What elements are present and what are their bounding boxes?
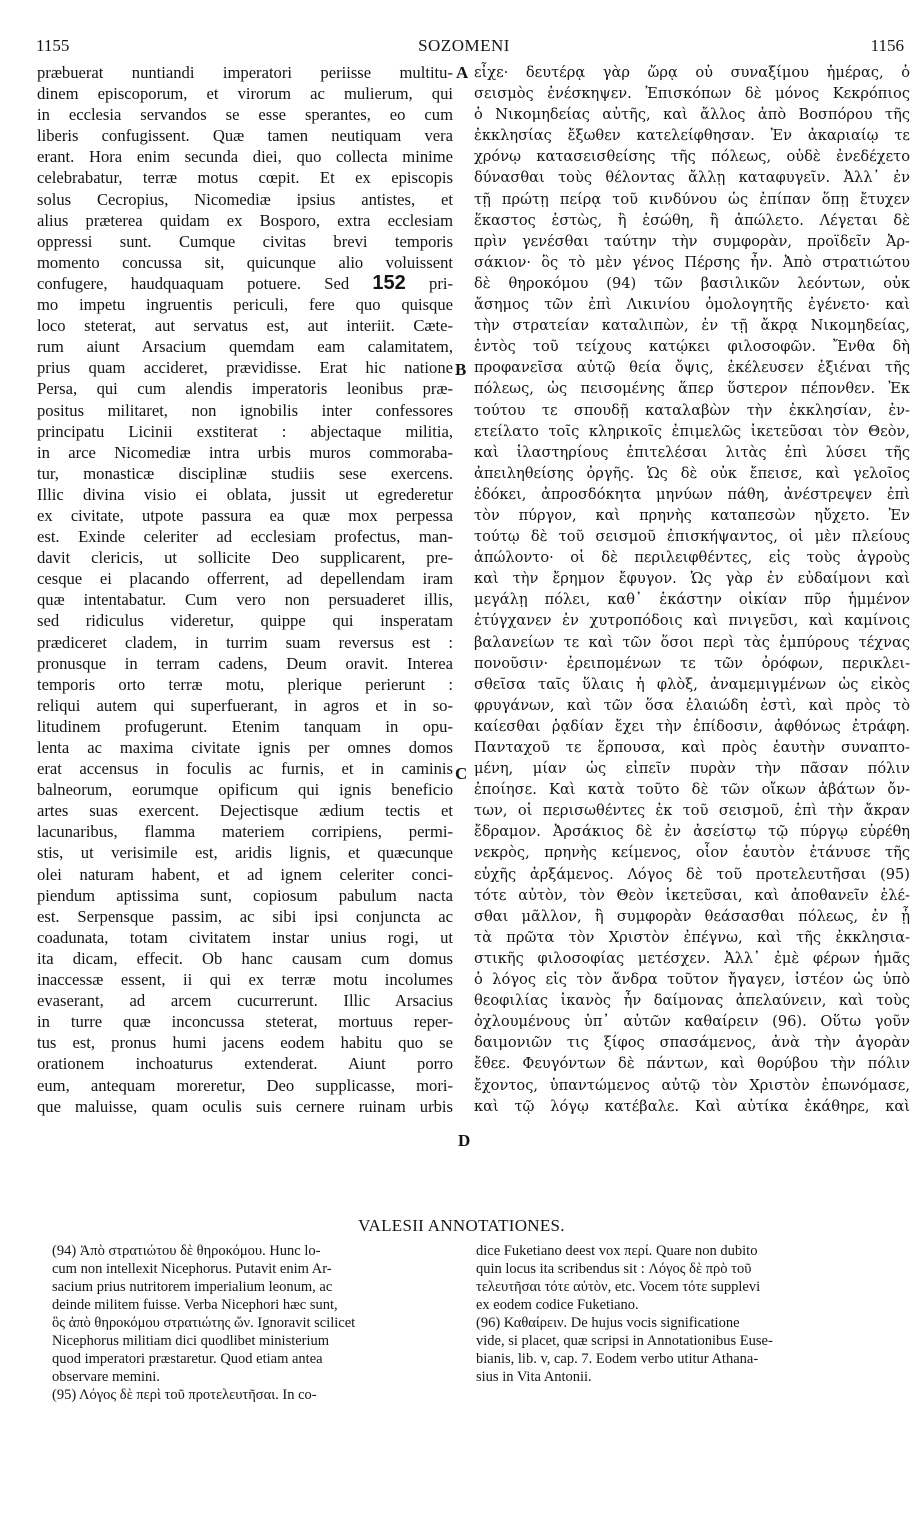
annotation-line: quod imperatori præstaretur. Quod etiam antea [52, 1351, 323, 1367]
greek-text-line: σθαι μᾶλλον, ἢ συμφορὰν θεάσασθαι πόλεως, ἐν ᾗ [474, 907, 910, 925]
annotation-line: quin locus ita scribendus sit : Λόγος δὲ πρὸ τοῦ [476, 1261, 752, 1277]
greek-text-line: τῇ πρώτῃ πείρᾳ τοῦ κινδύνου ὡς ἐπίπαν ὅπῃ ἔτυχεν [474, 190, 910, 208]
latin-text-line: quæ intentabatur. Cum vero non persuaderet illis, [37, 590, 453, 610]
greek-text-line: τὰ πρῶτα τὸν Χριστὸν ἐπέγνω, καὶ τῆς ἐκκλησια- [474, 928, 910, 946]
annotations-left-column [52, 1242, 446, 1404]
latin-text-line: tus est, pronus humi jacens eodem habitu quo se [37, 1033, 453, 1053]
annotation-line: cum non intellexit Nicephorus. Putavit enim Ar- [52, 1261, 332, 1277]
annotation-line: (94) Ἀπὸ στρατιώτου δὲ θηροκόμου. Hunc lo- [52, 1243, 321, 1259]
latin-text-line: liberis confugissent. Quæ tamen neutiquam vera [37, 126, 453, 146]
latin-text-line: momento concussa sit, quicunque alio voluissent [37, 252, 453, 272]
greek-text-line: φρυγάνων, καὶ τῶν ὅσα ἐλαιώδη ἐστὶ, καὶ πρὸς τὸ [474, 696, 910, 714]
latin-text-line: pronusque in terram cadens, Deum oravit. Interea [37, 653, 453, 673]
greek-text-line: πόλεως, ὡς πεισομένης ἅπερ ὕστερον πέπονθεν. Ἐκ [474, 380, 910, 398]
annotation-line: ὃς ἀπὸ θηροκόμου στρατιώτης ὤν. Ignoravit scilicet [52, 1315, 356, 1331]
section-marker-c: C [455, 764, 468, 783]
annotation-line: τελευτῆσαι τότε αὐτὸν, etc. Vocem τότε supplevi [476, 1279, 761, 1295]
greek-text-line: καὶ τῷ λόγῳ κατέβαλε. Καὶ αὐτίκα ἐκάθηρε, καὶ [474, 1097, 910, 1115]
latin-text-line: Illic divina visio ei oblata, jussit ut egrederetur [37, 484, 453, 504]
latin-text-line: davit clericis, ut sollicite Deo supplicarent, pre- [37, 548, 453, 568]
greek-text-line: καὶ ἱλαστηρίους ἐπιτελέσαι λιτὰς ἐπὶ λύσει τῆς [474, 443, 910, 461]
latin-text-line: ex civitate, utpote passura ea quæ mox perpessa [37, 505, 453, 525]
latin-text-line: inaccessæ essent, ii qui ex terræ motu incolumes [37, 970, 453, 990]
latin-text-line: erant. Hora enim secunda diei, quo collecta minime [37, 147, 453, 167]
greek-text-line: στικῆς φιλοσοφίας μετέσχεν. Ἀλλ᾽ ἐμὲ φέρων ἡμᾶς [474, 949, 910, 967]
latin-text-line: positus militaret, non ignobilis inter confessores [37, 400, 453, 420]
annotation-line: observare memini. [52, 1369, 160, 1385]
greek-text-line: ἄσημος τῶν ἐπὶ Λικινίου ὁμολογητῆς ἐγένετο· καὶ [474, 296, 910, 314]
greek-text-line: ὀχλουμένους ὑπ᾽ αὐτῶν καθαίρειν (96). Οὕτω γοῦν [474, 1013, 910, 1031]
latin-text-line: oppressi sunt. Cumque civitas brevi temporis [37, 231, 453, 251]
right-page-number: 1156 [870, 36, 904, 55]
latin-text-line: coadunata, totam civitatem instar unius rogi, ut [37, 927, 453, 947]
greek-text-line: νεκρὸς, πρηνὴς κείμενος, οἷον ἑαυτὸν ἐτάνυσε τῆς [474, 844, 910, 862]
annotation-line: Nicephorus militiam dici quodlibet ministerium [52, 1333, 330, 1349]
greek-text-line: ἐκκλησίας ἔξωθεν κατελείφθησαν. Ἐν ἀκαριαίῳ τε [474, 127, 910, 145]
latin-text-line: celebrabatur, terræ motus cœpit. Et ex episcopis [37, 168, 453, 188]
greek-text-line: ὁ λόγος εἰς τὸν ἄνδρα τοῦτον ἤγαγεν, ἰστέον ὡς ὑπὸ [474, 971, 910, 989]
latin-text-line: est. Exinde celeriter ad ecclesiam profectus, man- [37, 527, 453, 547]
greek-text-line: μένη, μίαν ὡς εἰπεῖν πυρὰν τὴν πᾶσαν πόλιν [474, 760, 910, 778]
greek-text-line: μεγάλῃ πόλει, καθ᾽ ἑκάστην οἰκίαν πῦρ ἡμμένον [474, 591, 910, 609]
latin-text-line: sed ridiculus videretur, quippe qui insperatam [37, 611, 453, 631]
greek-text-line: καίεσθαι ῥᾳδίαν ἔχει τὴν ἐπίδοσιν, ἀφθόνως ἐτράφη. [474, 717, 910, 735]
latin-text-line: in turre quæ inconcussa steterat, mortuus reper- [37, 1012, 453, 1032]
annotation-line: sacium prius nutritorem imperialium leonum, ac [52, 1279, 333, 1295]
annotation-line: sius in Vita Antonii. [476, 1369, 592, 1385]
annotation-line: bianis, lib. v, cap. 7. Eodem verbo utitur Athana- [476, 1351, 759, 1367]
latin-text-line: solus Cecropius, Nicomediæ ipsius antistes, et [37, 189, 453, 209]
annotation-line: vide, si placet, quæ scripsi in Annotationibus Euse- [476, 1333, 773, 1349]
greek-text-line: σθεῖσα ταῖς ὕλαις ἡ φλὸξ, ἀναμεμιγμένων ὡς εἰκὸς [474, 675, 910, 693]
greek-text-line: δύνασθαι τοὺς θέλοντας ἄλλῃ καταφυγεῖν. Ἀλλ᾽ ἐν [474, 169, 910, 187]
latin-text-line: artes suas exercent. Dejectisque ædium tectis et [37, 801, 453, 821]
annotation-line: (95) Λόγος δὲ περὶ τοῦ προτελευτῆσαι. In co- [52, 1387, 317, 1403]
greek-column [474, 62, 910, 1117]
section-marker-b: B [455, 360, 467, 379]
greek-text-line: τὸν πύργον, καὶ πρηνὴς καταπεσὼν ηὔχετο. Ἐν [474, 506, 910, 524]
inline-page-number: 152 [372, 272, 406, 294]
latin-text-line: stis, ut verisimile est, aridis lignis, et quæcunque [37, 843, 453, 863]
greek-text-line: ἀπειληθείσης ὀργῆς. Ὡς δὲ οὐκ ἔπεισε, καὶ γελοῖος [474, 464, 910, 482]
latin-text-line: litudinem profugerunt. Etenim tanquam in opu- [37, 716, 453, 736]
greek-text-line: δαιμονιῶν τις ξίφος σπασάμενος, ἀνὰ τὴν ἀγορὰν [474, 1034, 910, 1052]
greek-text-line: ἐντὸς τοῦ τείχους κατῴκει φιλοσοφῶν. Ἔνθα δὴ [474, 338, 910, 356]
greek-text-line: ἐτύγχανεν ἐν χυτροπόδοις καὶ πνιγεῦσι, καὶ καμίνοις [474, 612, 910, 630]
latin-text-line: balneorum, eorumque opificum qui ignis beneficio [37, 780, 453, 800]
latin-text-line: prædiceret cladem, in turrim suam reversus est : [37, 632, 453, 652]
latin-text-line: piendum aptissima sunt, copiosum pabulum nacta [37, 885, 453, 905]
latin-text-line: que maluisse, quam oculis suis cernere ruinam urbis [37, 1096, 453, 1116]
greek-text-line: ἔχοντος, ὑπαντώμενος αὐτῷ τὸν Χριστὸν ἐπωνόμασε, [474, 1076, 910, 1094]
latin-column [37, 62, 453, 1117]
latin-text-line: orationem inchoaturus extenderat. Aiunt porro [37, 1054, 453, 1074]
greek-text-line: πρὶν γενέσθαι ταύτην τὴν συμφορὰν, προϊδεῖν Ἀρ- [474, 232, 910, 250]
latin-text-line: mo impetu ingruentis periculi, fere quo quisque [37, 295, 453, 315]
latin-text-line: præbuerat nuntiandi imperatori periisse multitu- [37, 63, 453, 82]
section-marker-d: D [458, 1131, 471, 1150]
latin-text-line: dinem episcoporum, et virorum ac mulierum, qui [37, 84, 453, 104]
greek-text-line: καὶ τὴν ἔρημον ἔφυγον. Ὡς γὰρ ἐν εὐδαίμονι καὶ [474, 570, 910, 588]
latin-text-line: eum, antequam moreretur, Deo supplicasse, mori- [37, 1075, 453, 1095]
annotation-line: ex eodem codice Fuketiano. [476, 1297, 639, 1313]
greek-text-line: ὁ Νικομηδείας αὐτῆς, καὶ ἄλλος ἀπὸ Βοσπόρου τῆς [474, 106, 910, 124]
greek-text-line: τὴν στρατείαν καταλιπὼν, ἐν τῇ ἄκρᾳ Νικομηδείας, [474, 317, 910, 335]
latin-text-line: lenta ac maxima civitate ignis per omnes domos [37, 738, 453, 757]
greek-text-line: εἶχε· δευτέρᾳ γὰρ ὥρᾳ οὐ συναξίμου ἡμέρας, ὁ [474, 64, 910, 81]
latin-text-line: reliqui autem qui superfuerant, in agros et in so- [37, 695, 453, 715]
annotation-line: deinde militem fuisse. Verba Nicephori hæc sunt, [52, 1297, 338, 1313]
latin-text-line: temporis orto terræ motu, plerique perierunt : [37, 674, 453, 694]
greek-text-line: τότε αὐτὸν, τὸν Θεὸν ἱκετεῦσαι, καὶ ἀποθανεῖν ἑλέ- [474, 886, 910, 904]
greek-text-line: ἔθεε. Φευγόντων δὲ πάντων, καὶ θορύβου τὴν πόλιν [474, 1055, 910, 1073]
greek-text-line: σεισμὸς ἐνέσκηψεν. Ἐπισκόπων δὲ μόνος Κεκρόπιος [474, 85, 910, 103]
page-header [24, 36, 904, 58]
latin-text-line: rum aiunt Arsacium quemdam eam calamitatem, [37, 337, 453, 357]
greek-text-line: σάκιον· ὃς τὸ μὲν γένος Πέρσης ἦν. Ἀπὸ στρατιώτου [474, 253, 910, 271]
latin-text-line: ita dicam, effecit. Ob hanc causam cum domus [37, 948, 453, 968]
greek-text-line: ἔδραμον. Ἀρσάκιος δὲ ἐν ἀσείστῳ τῷ πύργῳ εὑρέθη [474, 823, 910, 841]
latin-text-line: tur, monasticæ disciplinæ studiis sese exercens. [37, 463, 453, 483]
greek-text-line: ἕκαστος ἑστὼς, ἢ ἐσώθη, ἢ ἀπώλετο. Λέγεται δὲ [474, 211, 910, 229]
greek-text-line: προφανεῖσα αὐτῷ θεία ὄψις, ἐκέλευσεν ἐξιέναι τῆς [474, 359, 910, 377]
annotation-line: (96) Καθαίρειν. De hujus vocis significatione [476, 1315, 740, 1331]
greek-text-line: βαλανείων τε καὶ τῶν ὅσοι περὶ τὰς ἐμπύρους τέχνας [474, 633, 910, 651]
greek-text-line: ἐδόκει, ἀπροσδόκητα μηνύων πάθη, ἀνέστρεψεν ἐπὶ [474, 485, 910, 503]
latin-text-line: prius quam accideret, prævidisse. Erat hic natione [37, 358, 453, 378]
latin-text-line: erat accensus in foculis ac furnis, et in caminis [37, 759, 453, 779]
greek-text-line: Πανταχοῦ τε ἕρπουσα, καὶ πρὸς ἑαυτὴν συναπτο- [474, 739, 910, 756]
annotations-right-column [476, 1242, 896, 1386]
greek-text-line: ἐποίησε. Καὶ κατὰ τοῦτο δὲ τῶν οἴκων ἀβάτων ὄν- [474, 781, 910, 799]
greek-text-line: ετείλατο τοῖς κληρικοῖς ἐπιμελῶς ἱκετεῦσαι τὸν Θεὸν, [474, 422, 910, 440]
greek-text-line: χρόνῳ κατασεισθείσης τῆς πόλεως, οὐδὲ ἐνεδέχετο [474, 148, 910, 166]
latin-text-line: olei naturam habent, et ad ignem celeriter conci- [37, 864, 453, 884]
running-title: SOZOMENI [418, 36, 510, 55]
latin-text-line: Persa, qui cum alendis imperatoris leonibus præ- [37, 379, 453, 399]
section-marker-a: A [456, 63, 469, 82]
latin-text-line: evaserant, ad arcem cucurrerunt. Illic Arsacius [37, 991, 453, 1011]
latin-text-line: lacunaribus, flamma materiem corripiens, permi- [37, 822, 453, 842]
greek-text-line: πονοῦσιν· ἐρειπομένων τε τῶν ὀρόφων, περικλει- [474, 654, 910, 672]
greek-text-line: θεοφιλίας ἱκανὸς ἦν δαίμονας ἀπελαύνειν, καὶ τοὺς [474, 992, 910, 1010]
latin-text-line: principatu Licinii exstiterat : abjectaque militia, [37, 421, 453, 441]
greek-text-line: εὐχῆς ἀρξάμενος. Λόγος δὲ τοῦ προτελευτῆσαι (95) [474, 865, 910, 883]
latin-text-line: in arce Nicomediæ intra urbis muros commoraba- [37, 442, 453, 462]
left-page-number: 1155 [36, 36, 70, 55]
annotations-title: VALESII ANNOTATIONES. [358, 1216, 565, 1235]
greek-text-line: τούτῳ δὲ τοῦ σεισμοῦ ἐπισκήψαντος, οἱ μὲν πλείους [474, 528, 910, 546]
greek-text-line: δὲ θηροκόμου (94) τῶν βασιλικῶν λεόντων, οὐκ [474, 274, 910, 292]
latin-text-line: alius præterea quidam ex Bosporo, extra ecclesiam [37, 210, 453, 230]
greek-text-line: ἀπώλοντο· οἱ δὲ περιλειφθέντες, εἰς τοὺς ἀγροὺς [474, 549, 910, 567]
latin-text-line: in ecclesia servandos se esse sperantes, eo cum [37, 105, 453, 125]
annotation-line: dice Fuketiano deest vox περί. Quare non dubito [476, 1243, 758, 1259]
latin-text-line: confugere, haudquaquam potuere. Sed 152 pri- [37, 272, 453, 294]
latin-text-line: cesque ei placando offerrent, ad depellendam iram [37, 569, 453, 589]
greek-text-line: των, οἱ περισωθέντες ἐκ τοῦ σεισμοῦ, ἐπὶ τὴν ἄκραν [474, 802, 910, 820]
latin-text-line: est. Serpensque passim, ac sibi ipsi conjuncta ac [37, 906, 453, 926]
latin-text-line: loco steterat, aut servatus est, aut interiit. Cæte- [37, 316, 453, 336]
greek-text-line: τούτου τε σπουδῇ καταλαβὼν τὴν ἐκκλησίαν, ἐν- [474, 401, 910, 419]
